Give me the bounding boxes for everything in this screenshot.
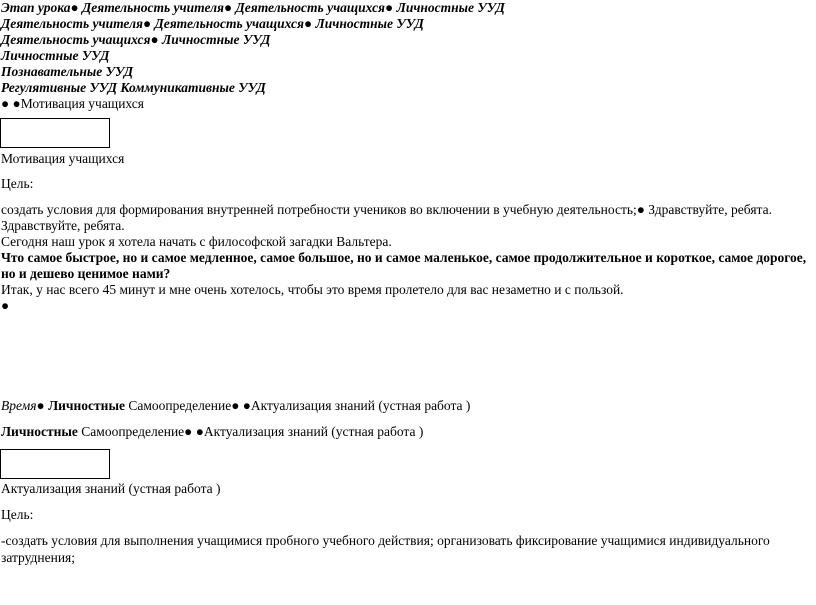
header-student-activity: Деятельность учащихся <box>1 32 151 47</box>
stage1-goal-text: создать условия для формирования внутренней потребности учеников во включении в учебную деятельность; <box>1 202 637 217</box>
header-student-activity: Деятельность учащихся <box>154 16 304 31</box>
header-row-1 <box>1 0 505 16</box>
stage2-uud-label: Личностные <box>1 424 78 439</box>
bullet-icon: ● <box>36 398 45 413</box>
bullet-icon: ● <box>304 16 313 31</box>
bullet-icon: ● <box>224 0 233 15</box>
stage2-title-line-1 <box>1 398 470 414</box>
stage2-goal-label: Цель: <box>1 507 34 522</box>
stage2-goal-text: -создать условия для выполнения учащимися пробного учебного действия; организовать фиксирование учащимися индивидуального затруднения; <box>1 533 770 565</box>
bullet-icon: ● <box>184 424 193 439</box>
bullet-icon: ● <box>195 424 204 439</box>
stage2-uud-value: Самоопределение <box>81 424 185 439</box>
header-row-6: Регулятивные УУД Коммуникативные УУД <box>1 80 266 95</box>
header-personal-uud: Личностные УУД <box>162 32 271 47</box>
header-student-activity: Деятельность учащихся <box>235 0 386 15</box>
stage2-time-label: Время <box>1 398 37 413</box>
bullet-icon: ● <box>1 298 10 313</box>
stage2-image-placeholder <box>0 449 110 479</box>
stage2-uud-label: Личностные <box>48 398 125 413</box>
stage1-greeting: Здравствуйте, ребята. <box>648 202 772 217</box>
header-personal-uud: Личностные УУД <box>315 16 424 31</box>
stage1-goal-line <box>1 202 772 218</box>
stage1-riddle: Что самое быстрое, но и самое медленное, самое большое, но и самое маленькое, самое продолжительное и короткое, самое дорогое, но и дешево ценимое нами? <box>1 250 807 281</box>
stage1-title-line <box>1 96 144 112</box>
header-row-3 <box>1 32 270 48</box>
stage1-greeting-repeat: Здравствуйте, ребята. <box>1 218 125 233</box>
bullet-icon: ● <box>142 16 152 31</box>
bullet-icon: ● <box>231 398 240 413</box>
header-row-5: Познавательные УУД <box>1 64 134 79</box>
bullet-icon: ● <box>1 96 10 111</box>
stage2-title-line-2 <box>1 424 423 440</box>
stage1-title: Мотивация учащихся <box>20 96 144 111</box>
bullet-icon: ● <box>242 398 251 413</box>
header-personal-uud: Личностные УУД <box>396 0 505 15</box>
bullet-icon: ● <box>12 96 21 111</box>
bullet-icon: ● <box>636 202 645 217</box>
bullet-icon: ● <box>150 32 159 47</box>
stage1-intro: Сегодня наш урок я хотела начать с философской загадки Вальтера. <box>1 234 392 249</box>
header-row-4: Личностные УУД <box>1 48 110 63</box>
bullet-icon: ● <box>70 0 79 15</box>
header-row-2 <box>1 16 424 32</box>
stage1-image-placeholder <box>0 118 110 148</box>
stage1-goal-label: Цель: <box>1 176 34 191</box>
bullet-icon: ● <box>385 0 394 15</box>
header-teacher-activity: Деятельность учителя <box>1 16 143 31</box>
header-teacher-activity: Деятельность учителя <box>82 0 225 15</box>
stage2-uud-value: Самоопределение <box>128 398 232 413</box>
stage2-title: Актуализация знаний (устная работа ) <box>250 398 471 413</box>
stage1-closing: Итак, у нас всего 45 минут и мне очень хотелось, чтобы это время пролетело для вас незаметно и с пользой. <box>1 282 624 297</box>
stage2-label: Актуализация знаний (устная работа ) <box>1 481 221 496</box>
header-stage: Этап урока <box>1 0 71 15</box>
stage2-title: Актуализация знаний (устная работа ) <box>203 424 424 439</box>
stage1-label: Мотивация учащихся <box>1 151 125 166</box>
